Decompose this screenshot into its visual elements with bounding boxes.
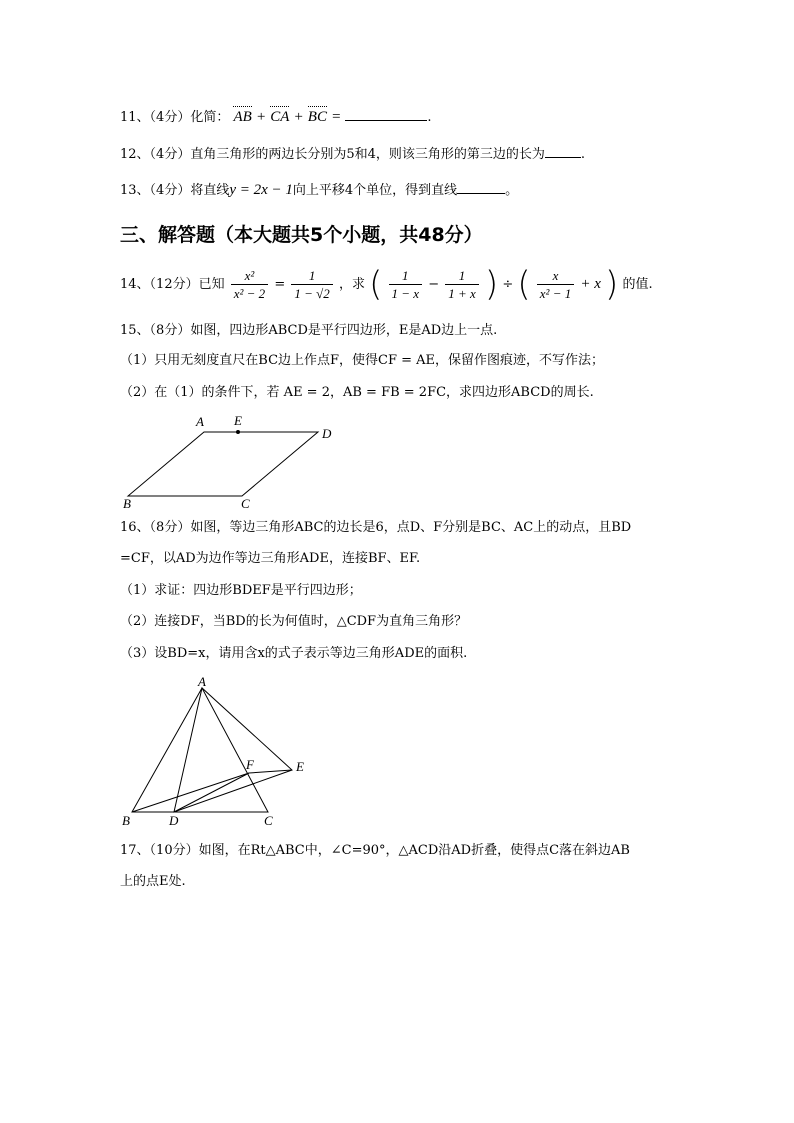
question-11: [120, 108, 432, 127]
q14-prefix: 14、（12分）已知: [120, 277, 225, 292]
q13-end: 。: [505, 183, 519, 198]
question-13: [120, 181, 518, 200]
equals-sign: =: [274, 277, 286, 292]
q15-part2: （2）在（1）的条件下，若 AE = 2，AB = FB = 2FC，求四边形ABCD的周长.: [120, 385, 594, 400]
q12-end: .: [580, 147, 585, 162]
point-e: [236, 430, 240, 434]
label-c: C: [241, 496, 250, 511]
right-paren: ): [484, 264, 499, 305]
segment-df: [174, 773, 249, 812]
label-d: D: [169, 813, 179, 828]
q16-part1: （1）求证：四边形BDEF是平行四边形；: [120, 583, 362, 598]
plus-sign: +: [255, 109, 267, 125]
question-12: [120, 145, 585, 164]
label-b: B: [122, 813, 130, 828]
minus-sign: −: [428, 277, 440, 292]
equals-sign: =: [331, 109, 342, 125]
q13-prefix: 13、（4分）将直线: [120, 183, 230, 198]
label-f: F: [246, 757, 254, 772]
parallelogram-abcd: [128, 432, 318, 496]
left-paren: (: [517, 264, 531, 305]
vector-ab: AB: [233, 109, 252, 125]
triangle-abc: [132, 688, 268, 812]
label-e: E: [296, 759, 304, 774]
label-d: D: [322, 426, 332, 441]
q14-suffix: 的值.: [622, 277, 653, 292]
q15-part1: （1）只用无刻度直尺在BC边上作点F，使得CF = AE，保留作图痕迹，不写作法；: [120, 353, 605, 368]
triangle-lines: [132, 688, 292, 812]
answer-blank: [545, 145, 581, 158]
q11-prefix: 11、（4分）化简：: [120, 110, 230, 125]
fraction: $\frac{\text{x²}}{\text{x² − 2}}$: [231, 267, 268, 302]
q16-stem-1: 16、（8分）如图，等边三角形ABC的边长是6，点D、F分别是BC、AC上的动点，且BD: [120, 520, 632, 535]
left-paren: (: [369, 264, 383, 305]
q12-text: 12、（4分）直角三角形的两边长分别为5和4，则该三角形的第三边的长为: [120, 147, 545, 162]
q16-stem-2: =CF，以AD为边作等边三角形ADE，连接BF、EF.: [120, 551, 421, 566]
label-c: C: [264, 813, 273, 828]
fraction: $\frac{1}{1 + x}$: [445, 267, 479, 302]
label-e: E: [234, 413, 242, 428]
label-b: B: [123, 496, 131, 511]
q17-line-1: 17、（10分）如图，在Rt△ABC中，∠C=90°，△ACD沿AD折叠，使得点C落在斜边AB: [120, 843, 630, 858]
vector-bc: BC: [307, 109, 327, 125]
label-a: A: [196, 414, 204, 429]
q15-stem: 15、（8分）如图，四边形ABCD是平行四边形，E是AD边上一点.: [120, 323, 498, 338]
label-a: A: [198, 674, 206, 689]
fraction: $\frac{1}{1 - x}$: [389, 267, 423, 302]
plus-sign: +: [293, 109, 304, 125]
q17-line-2: 上的点E处.: [120, 874, 186, 889]
triangle-figure: [118, 672, 318, 832]
section-title: 三、解答题（本大题共5个小题，共48分）: [120, 224, 483, 246]
fraction: $\frac{1}{1 - √2}$: [291, 267, 332, 302]
q11-end: .: [427, 110, 432, 125]
parallelogram-figure: [118, 410, 348, 512]
q16-part3: （3）设BD=x，请用含x的式子表示等边三角形ADE的面积.: [120, 646, 468, 661]
answer-blank: [457, 181, 505, 194]
question-14: [120, 264, 653, 305]
divide-sign: ÷: [502, 277, 514, 292]
fraction: $\frac{x}{\text{x² − 1}}$: [537, 267, 574, 302]
vector-ca: CA: [270, 109, 290, 125]
answer-blank: [345, 108, 427, 121]
plus-x: + x: [580, 276, 601, 292]
right-paren: ): [605, 264, 619, 305]
q14-mid: ，求: [338, 277, 365, 292]
q16-part2: （2）连接DF，当BD的长为何值时，△CDF为直角三角形？: [120, 614, 468, 629]
q13-suffix: 向上平移4个单位，得到直线: [292, 183, 458, 198]
q13-expr: y = 2x − 1: [229, 182, 293, 198]
